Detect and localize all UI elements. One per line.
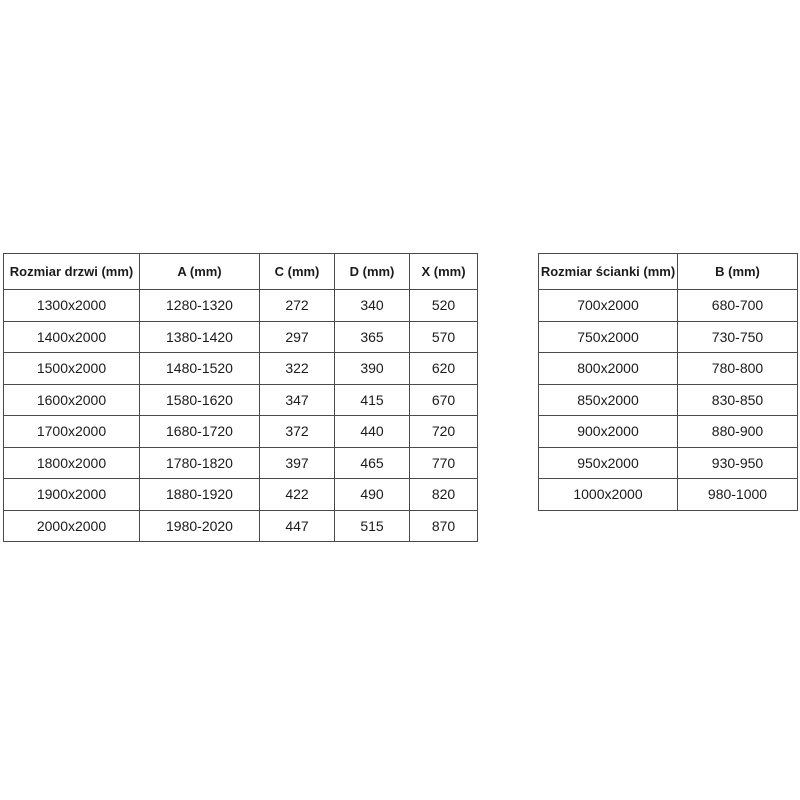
- table-cell: 1580-1620: [140, 384, 260, 416]
- table-row: [539, 416, 798, 448]
- header-row: [539, 254, 798, 290]
- table-cell: 1600x2000: [4, 384, 140, 416]
- table-cell: 620: [410, 353, 478, 385]
- table-row: [539, 479, 798, 511]
- column-header: Rozmiar ścianki (mm): [539, 254, 678, 290]
- table-cell: 2000x2000: [4, 510, 140, 542]
- column-header: C (mm): [260, 254, 335, 290]
- table-cell: 272: [260, 290, 335, 322]
- table-cell: 422: [260, 479, 335, 511]
- table-cell: 515: [335, 510, 410, 542]
- table-row: [539, 290, 798, 322]
- table-cell: 520: [410, 290, 478, 322]
- table-cell: 465: [335, 447, 410, 479]
- table-cell: 1900x2000: [4, 479, 140, 511]
- table-row: [4, 353, 478, 385]
- table-cell: 297: [260, 321, 335, 353]
- table-row: [4, 290, 478, 322]
- table-cell: 1380-1420: [140, 321, 260, 353]
- column-header: Rozmiar drzwi (mm): [4, 254, 140, 290]
- table-cell: 670: [410, 384, 478, 416]
- door-sizes-table: [3, 253, 478, 542]
- table-cell: 570: [410, 321, 478, 353]
- table-cell: 390: [335, 353, 410, 385]
- table-cell: 415: [335, 384, 410, 416]
- table-cell: 365: [335, 321, 410, 353]
- table-cell: 720: [410, 416, 478, 448]
- table-cell: 980-1000: [678, 479, 798, 511]
- table-cell: 447: [260, 510, 335, 542]
- table-cell: 340: [335, 290, 410, 322]
- table-cell: 800x2000: [539, 353, 678, 385]
- table-cell: 750x2000: [539, 321, 678, 353]
- table-cell: 490: [335, 479, 410, 511]
- table-cell: 700x2000: [539, 290, 678, 322]
- table-cell: 1300x2000: [4, 290, 140, 322]
- table-cell: 950x2000: [539, 447, 678, 479]
- table-cell: 1000x2000: [539, 479, 678, 511]
- table-cell: 780-800: [678, 353, 798, 385]
- table-cell: 397: [260, 447, 335, 479]
- table-cell: 850x2000: [539, 384, 678, 416]
- table-cell: 1880-1920: [140, 479, 260, 511]
- table-cell: 880-900: [678, 416, 798, 448]
- table-cell: 680-700: [678, 290, 798, 322]
- table-cell: 730-750: [678, 321, 798, 353]
- table-cell: 1400x2000: [4, 321, 140, 353]
- table-cell: 820: [410, 479, 478, 511]
- column-header: A (mm): [140, 254, 260, 290]
- table-row: [539, 321, 798, 353]
- table-cell: 1280-1320: [140, 290, 260, 322]
- table-cell: 870: [410, 510, 478, 542]
- table-cell: 1980-2020: [140, 510, 260, 542]
- table-cell: 440: [335, 416, 410, 448]
- table-row: [4, 384, 478, 416]
- table-cell: 1480-1520: [140, 353, 260, 385]
- table-row: [4, 479, 478, 511]
- table-cell: 1680-1720: [140, 416, 260, 448]
- table-row: [4, 416, 478, 448]
- table-row: [4, 510, 478, 542]
- table-cell: 1700x2000: [4, 416, 140, 448]
- table-cell: 1800x2000: [4, 447, 140, 479]
- table-cell: 1780-1820: [140, 447, 260, 479]
- table-row: [4, 321, 478, 353]
- table-cell: 372: [260, 416, 335, 448]
- table-cell: 347: [260, 384, 335, 416]
- table-cell: 900x2000: [539, 416, 678, 448]
- header-row: [4, 254, 478, 290]
- column-header: D (mm): [335, 254, 410, 290]
- table-row: [4, 447, 478, 479]
- wall-sizes-table: [538, 253, 798, 511]
- table-cell: 830-850: [678, 384, 798, 416]
- table-cell: 1500x2000: [4, 353, 140, 385]
- table-row: [539, 447, 798, 479]
- table-row: [539, 353, 798, 385]
- table-cell: 770: [410, 447, 478, 479]
- column-header: X (mm): [410, 254, 478, 290]
- table-cell: 930-950: [678, 447, 798, 479]
- table-cell: 322: [260, 353, 335, 385]
- column-header: B (mm): [678, 254, 798, 290]
- table-row: [539, 384, 798, 416]
